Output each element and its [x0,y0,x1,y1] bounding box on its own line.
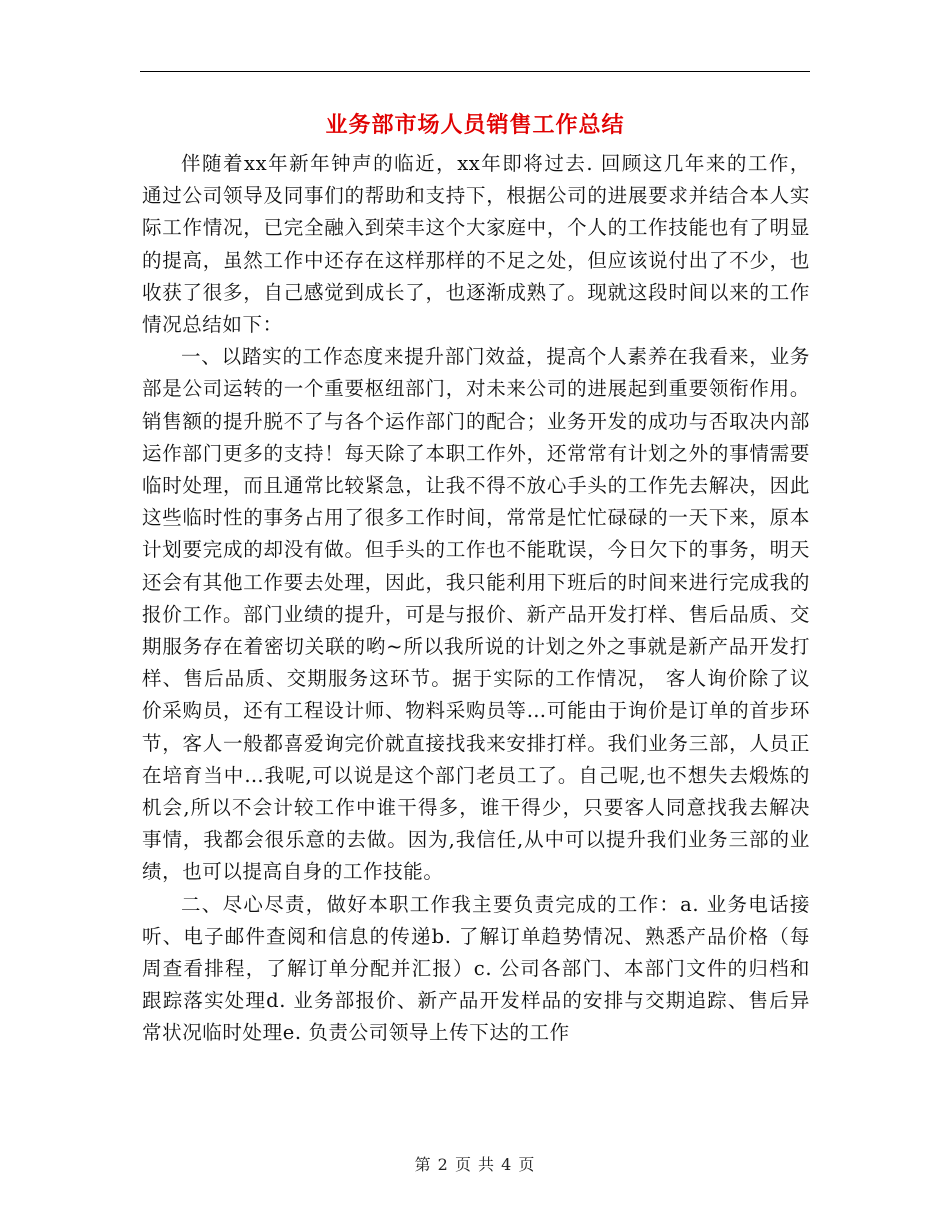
header-rule [140,71,810,72]
document-title: 业务部市场人员销售工作总结 [325,113,625,138]
paragraph-section-one: 一、以踏实的工作态度来提升部门效益，提高个人素养在我看来，业务部是公司运转的一个重要枢纽部门，对未来公司的进展起到重要领衔作用。销售额的提升脱不了与各个运作部门的配合；业务开发的成功与否取决内部运作部门更多的支持！每天除了本职工作外，还常常有计划之外的事情需要临时处理，而且通常比较紧急，让我不得不放心手头的工作先去解决，因此这些临时性的事务占用了很多工作时间，常常是忙忙碌碌的一天下来，原本计划要完成的却没有做。但手头的工作也不能耽误，今日欠下的事务，明天还会有其他工作要去处理，因此，我只能利用下班后的时间来进行完成我的报价工作。部门业绩的提升，可是与报价、新产品开发打样、售后品质、交期服务存在着密切关联的哟~所以我所说的计划之外之事就是新产品开发打样、售后品质、交期服务这环节。据于实际的工作情况， 客人询价除了议价采购员，还有工程设计师、物料采购员等…可能由于询价是订单的首步环节，客人一般都喜爱询完价就直接找我来安排打样。我们业务三部，人员正在培育当中…我呢,可以说是这个部门老员工了。自己呢,也不想失去煅炼的机会,所以不会计较工作中谁干得多，谁干得少，只要客人同意找我去解决事情，我都会很乐意的去做。因为,我信任,从中可以提升我们业务三部的业绩，也可以提高自身的工作技能。 [142,345,810,884]
paragraph-section-two: 二、尽心尽责，做好本职工作我主要负责完成的工作：a. 业务电话接听、电子邮件查阅和信息的传递b. 了解订单趋势情况、熟悉产品价格（每周查看排程，了解订单分配并汇报）c. 公司各部门、本部门文件的归档和跟踪落实处理d. 业务部报价、新产品开发样品的安排与交期追踪、售后异常状况临时处理e. 负责公司领导上传下达的工作 [142,892,810,1045]
page-number-footer: 第 2 页 共 4 页 [414,1155,536,1174]
paragraph-intro: 伴随着xx年新年钟声的临近，xx年即将过去. 回顾这几年来的工作， 通过公司领导及同事们的帮助和支持下，根据公司的进展要求并结合本人实际工作情况，已完全融入到荣丰这个大家庭中，个人的工作技能也有了明显的提高，虽然工作中还存在这样那样的不足之处，但应该说付出了不少，也收获了很多，自己感觉到成长了，也逐渐成熟了。现就这段时间以来的工作情况总结如下： [142,152,810,337]
document-body [142,148,810,1050]
